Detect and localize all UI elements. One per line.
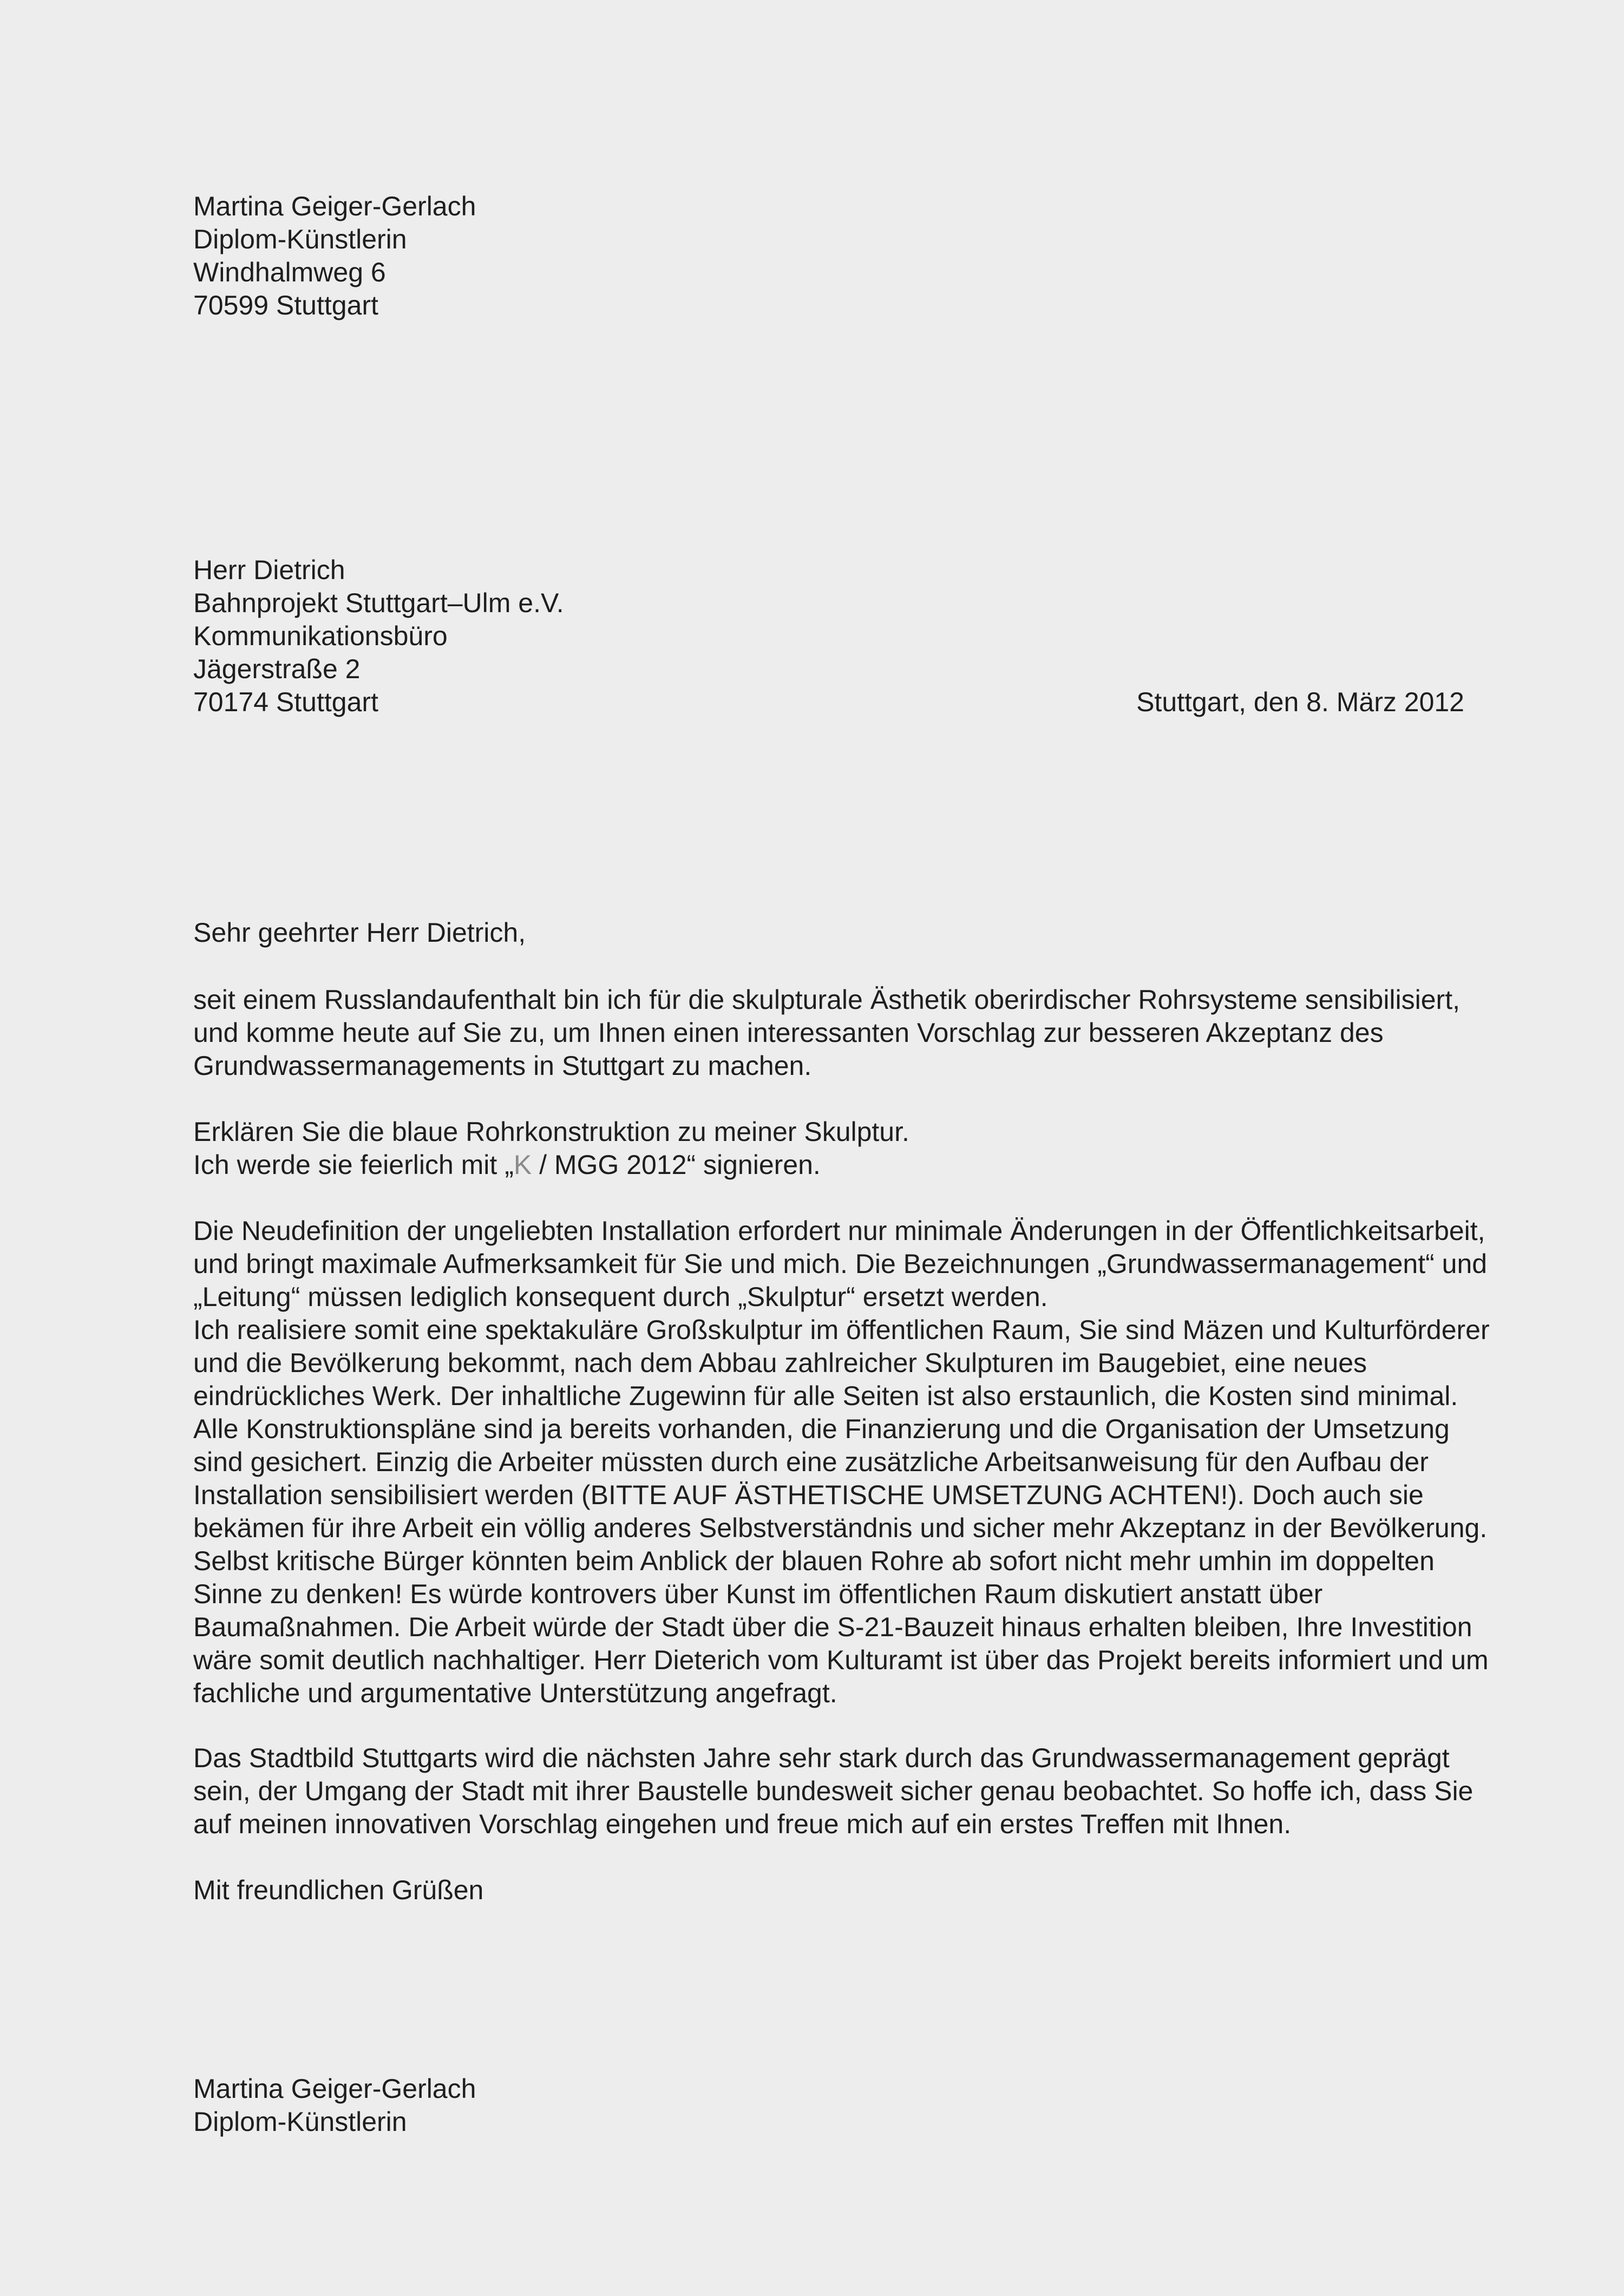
paragraph-line: „Leitung“ müssen lediglich konsequent durch „Skulptur“ ersetzt werden. [193,1282,1048,1312]
signature-title: Diplom-Künstlerin [193,2107,407,2137]
paragraph-line: Grundwassermanagements in Stuttgart zu machen. [193,1051,812,1081]
recipient-address [193,554,564,719]
paragraph-line: Die Neudefinition der ungeliebten Installation erfordert nur minimale Änderungen in der Öffentlichkeitsarbeit, [193,1216,1485,1246]
recipient-city: 70174 Stuttgart [193,687,378,717]
paragraph-line-signature [193,1149,909,1182]
paragraph-line: und komme heute auf Sie zu, um Ihnen einen interessanten Vorschlag zur besseren Akzeptanz des [193,1018,1384,1048]
paragraph-line: Erklären Sie die blaue Rohrkonstruktion zu meiner Skulptur. [193,1117,909,1147]
paragraph-line: Alle Konstruktionspläne sind ja bereits vorhanden, die Finanzierung und die Organisation der Umsetzung [193,1414,1450,1444]
paragraph-line: sein, der Umgang der Stadt mit ihrer Baustelle bundesweit sicher genau beobachtet. So hoffe ich, dass Sie [193,1776,1474,1806]
paragraph-line: wäre somit deutlich nachhaltiger. Herr Dieterich vom Kulturamt ist über das Projekt bereits informiert und um [193,1645,1489,1675]
line-text-before: Ich werde sie feierlich mit „ [193,1150,514,1180]
recipient-organization: Bahnprojekt Stuttgart–Ulm e.V. [193,588,564,618]
signature-name: Martina Geiger-Gerlach [193,2074,476,2104]
paragraph-intro [193,983,1460,1083]
line-text-after: / MGG 2012“ signieren. [532,1150,821,1180]
sender-address [193,190,476,322]
paragraph-line: Baumaßnahmen. Die Arbeit würde der Stadt über die S-21-Bauzeit hinaus erhalten bleiben, Ihre Investition [193,1612,1472,1642]
paragraph-line: eindrückliches Werk. Der inhaltliche Zugewinn für alle Seiten ist also erstaunlich, die Kosten sind minimal. [193,1381,1458,1411]
paragraph-line: bekämen für ihre Arbeit ein völlig anderes Selbstverständnis und sicher mehr Akzeptanz in der Bevölkerung. [193,1513,1488,1543]
paragraph-proposal [193,1116,909,1182]
paragraph-line: Installation sensibilisiert werden (BITTE AUF ÄSTHETISCHE UMSETZUNG ACHTEN!). Doch auch sie [193,1480,1424,1510]
paragraph-main [193,1215,1490,1710]
paragraph-line: und bringt maximale Aufmerksamkeit für Sie und mich. Die Bezeichnungen „Grundwassermanagement“ und [193,1249,1488,1279]
letter-date: Stuttgart, den 8. März 2012 [1136,687,1464,717]
paragraph-line: Das Stadtbild Stuttgarts wird die nächsten Jahre sehr stark durch das Grundwassermanagement geprägt [193,1743,1450,1773]
salutation: Sehr geehrter Herr Dietrich, [193,917,526,948]
paragraph-line: seit einem Russlandaufenthalt bin ich für die skulpturale Ästhetik oberirdischer Rohrsysteme sensibilisiert, [193,985,1460,1015]
sender-name: Martina Geiger-Gerlach [193,191,476,221]
k-mark: K [513,1150,532,1180]
paragraph-line: auf meinen innovativen Vorschlag eingehen und freue mich auf ein erstes Treffen mit Ihnen. [193,1809,1292,1839]
paragraph-conclusion [193,1742,1473,1841]
recipient-street: Jägerstraße 2 [193,654,361,684]
paragraph-line: fachliche und argumentative Unterstützung angefragt. [193,1678,837,1708]
paragraph-line: Sinne zu denken! Es würde kontrovers über Kunst im öffentlichen Raum diskutiert anstatt über [193,1579,1323,1609]
paragraph-line: Ich realisiere somit eine spektakuläre Großskulptur im öffentlichen Raum, Sie sind Mäzen und Kulturförderer [193,1315,1490,1345]
sender-street: Windhalmweg 6 [193,257,386,287]
recipient-name: Herr Dietrich [193,555,345,585]
closing-greeting: Mit freundlichen Grüßen [193,1875,484,1905]
sender-city: 70599 Stuttgart [193,290,378,320]
signature-block [193,2072,476,2138]
paragraph-line: sind gesichert. Einzig die Arbeiter müssten durch eine zusätzliche Arbeitsanweisung für den Aufbau der [193,1447,1429,1477]
paragraph-line: und die Bevölkerung bekommt, nach dem Abbau zahlreicher Skulpturen im Baugebiet, eine neues [193,1348,1367,1378]
paragraph-line: Selbst kritische Bürger könnten beim Anblick der blauen Rohre ab sofort nicht mehr umhin im doppelten [193,1546,1435,1576]
recipient-department: Kommunikationsbüro [193,621,448,651]
sender-title: Diplom-Künstlerin [193,224,407,254]
